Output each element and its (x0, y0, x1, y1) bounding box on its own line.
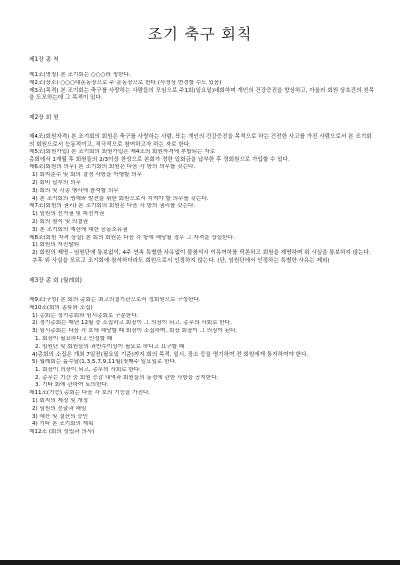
article-line: 제10조(회의 종류와 소집) (29, 304, 93, 311)
article-line: 제6조(회원의 의무) 본 조기회의 회원은 다음 각 항의 의무를 갖는다. (29, 164, 196, 171)
article-line: 제7조(회원의 권리) 본 조기회의 회원은 다음 각 항의 권리를 갖는다. (29, 203, 196, 210)
sub-list-item: 1. 회장이 필요하다고 인정할 때 (35, 335, 113, 342)
sub-list-item: 1. 회장이 의장이 되고, 총무의 사회로 한다. (35, 366, 142, 373)
list-item: 3) 본 조기회의 재산에 대한 공동소유권 (32, 226, 128, 233)
list-item: 2) 회원의 제명 - 임원단에 통보없이, 4주 연속 특별한 사유없이 불참석시 이유여하를 막론하고 회원을 제명하며 위 사실을 통보하지 않는다. 추후 위 사실을 모르고 조기회에 참석하더라도 회원으로서 인정하지 않는다. (단, 임원단에서 인정하는 특별한 사유는 제외) (32, 250, 371, 264)
article-line: 총회에서 1개월 후 회원들의 2/3이상 찬성으로 본회가 정한 입회금을 납부한 후 정회원으로 가입할 수 있다. (29, 157, 290, 164)
list-item: 4)총회의 소집은 개최 7일전(필요일 기준)까지 회의 목적, 일시, 장소 등을 명기하여 전 회원에게 통지하여야 한다. (32, 351, 309, 358)
list-item: 3) 예산 및 결산의 승인 (32, 413, 89, 420)
article-line: 제5조(회원가입) 본 조기회의 회원가입은 제4조의 회원자격에 부합되는 자로 (29, 149, 216, 156)
article-line: 제1조(명칭) 본 조기회는 ○○○라 칭한다. (29, 72, 131, 78)
sub-list-item: 2. 임원단 및 회원들의 과반수이상이 필요로 하다고 요구할 때 (35, 343, 185, 350)
sub-list-item: 2. 총무는 기간 중 회원 증감 내역과 회원들의 동정에 관한 사항을 공지한다. (35, 374, 219, 381)
article-line: 제4조(회원자격) 본 조기회의 회원은 축구를 사랑하는 사람, 또는 개인의 건강증진을 목적으로 하는 건전한 사고를 가진 사람으로서 본 조기회의 회원으로서 능동적이고, 적극적으로 참여하고자 하는 자로 한다. (29, 134, 372, 148)
document-title: 조기 축구 회칙 (147, 25, 253, 43)
article-line: 제9조(구성) 본 회의 총회는 최고의결기관으로서 정회원으로 구성한다. (29, 297, 201, 303)
chapter-heading: 제1장 총 칙 (29, 57, 59, 63)
chapter-heading: 제2장 회 원 (29, 115, 59, 122)
list-item: 1) 회칙준수 및 회의 결정 사항을 이행할 의무 (32, 172, 143, 179)
list-item: 1) 임원의 선거권 및 피선거권 (32, 211, 105, 218)
list-item: 4) 본 조기회의 명예와 발전을 위한 회원으로서 지켜야 할 의무를 갖는다. (32, 195, 209, 202)
list-item: 2) 회비 납부의 의무 (32, 180, 81, 187)
article-line: 제3조(목적) 본 조기회는 축구를 사랑하는 사람들의 모임으로 주1회(일요일)대회하며 개인의 건강증진을 향상하고, 아울러 회원 상호간의 친목을 도모하는데 그 목적이 있다. (29, 87, 375, 101)
list-item: 3) 회의 및 각종 행사에 참석할 의무 (32, 187, 119, 194)
list-item: 1) 회칙의 제정 및 개정 (32, 397, 89, 404)
article-line: 제8조(회원 자격 상실) 본 회의 회원은 다음 각 항에 해당될 경우 그 자격을 상실한다. (29, 234, 235, 241)
article-line: 제12조 (회의 성립과 의사) (29, 429, 95, 436)
article-line: 제11조(기능) 총회는 다음 각 호의 기능을 가진다. (29, 390, 151, 397)
list-item: 2) 임원의 선출과 해임 (32, 405, 87, 412)
list-item: 1) 회원의 자진탈퇴 (32, 242, 80, 249)
page-bottom-rule (0, 560, 400, 565)
list-item: 2) 회의 참석 및 의결권 (32, 219, 89, 225)
list-item: 1) 총회는 정기총회와 임시총회로 구분한다. (32, 312, 139, 319)
document-body (29, 56, 375, 437)
list-item: 4) 기타 본 조기회의 계획 (32, 421, 94, 428)
sub-list-item: 3. 기타 회에 관하여 토의한다. (35, 382, 109, 389)
list-item: 3) 임시총회는 다음 각 호에 해당할 때 회장이 소집하며, 회장 회장이 그 의장이 된다. (32, 328, 238, 335)
list-item: 2) 정기총회는 매년 12월 중 소집하고 회장이 그 의장이 되고, 총무의 사회로 한다. (32, 320, 232, 327)
list-item: 5) 월례회는 홀수달(1,3,5,7,9,11월)첫째주 일요일로 한다. (32, 358, 177, 365)
chapter-heading: 제3장 총 회 (월례회) (29, 278, 82, 284)
article-line: 제2조(장소) ○○○대운동장으로 주 운동장으로 한다.(사정상 변경할 수도 있음) (29, 79, 222, 86)
